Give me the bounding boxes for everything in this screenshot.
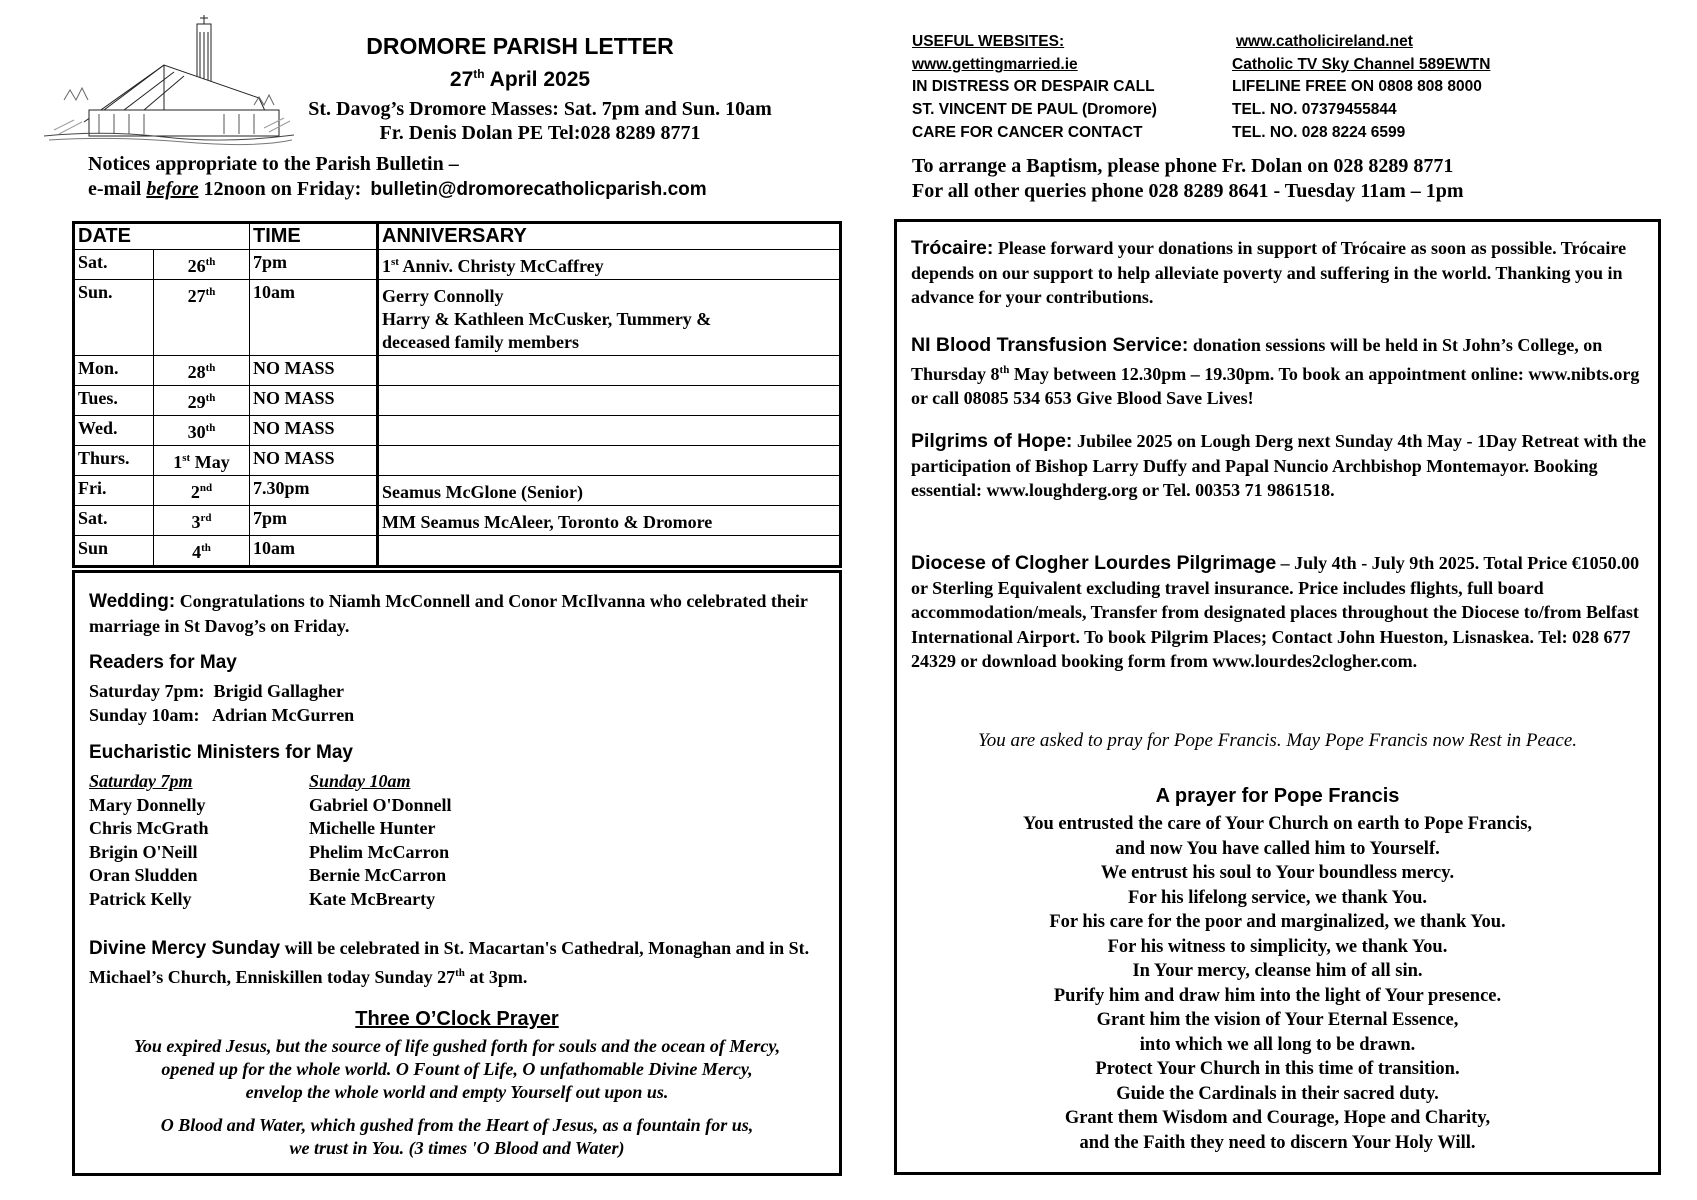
row-anniversary: MM Seamus McAleer, Toronto & Dromore xyxy=(378,506,841,536)
mass-table-body xyxy=(74,250,841,567)
distress-label: IN DISTRESS OR DESPAIR CALL xyxy=(912,78,1155,95)
trocaire-notice: Trócaire: Please forward your donations in support of Trócaire as soon as possible. Trócaire depends on our support to help alleviate poverty and suffering in the world. Thanking you in advance for your contributions. xyxy=(911,237,1627,307)
row-date: 27th xyxy=(154,280,250,356)
mass-intentions-table xyxy=(72,221,842,568)
notices-line-1: Notices appropriate to the Parish Bulletin – xyxy=(88,153,459,175)
minister-saturday: Patrick Kelly xyxy=(89,888,192,909)
ministers-saturday-list xyxy=(89,770,208,911)
table-row xyxy=(74,476,841,506)
three-oclock-prayer-heading: Three O’Clock Prayer xyxy=(355,1008,559,1030)
row-day: Sun. xyxy=(74,280,154,356)
row-day: Sun xyxy=(74,536,154,567)
row-day: Mon. xyxy=(74,356,154,386)
row-anniversary: Seamus McGlone (Senior) xyxy=(378,476,841,506)
pray-for-pope-note: You are asked to pray for Pope Francis. May Pope Francis now Rest in Peace. xyxy=(977,730,1578,751)
row-anniversary xyxy=(378,416,841,446)
table-row xyxy=(74,506,841,536)
table-row xyxy=(74,356,841,386)
link-gettingmarried[interactable]: www.gettingmarried.ie xyxy=(912,56,1078,73)
row-day: Sat. xyxy=(74,250,154,280)
wedding-notice: Wedding: Congratulations to Niamh McConnell and Conor McIlvanna who celebrated their marriage in St Davog’s on Friday. xyxy=(89,591,808,636)
row-time: NO MASS xyxy=(250,386,378,416)
header-date: DATE xyxy=(74,223,250,250)
minister-saturday: Oran Sludden xyxy=(89,865,198,885)
catholic-tv-channel: Catholic TV Sky Channel 589EWTN xyxy=(1232,56,1491,73)
table-row xyxy=(74,250,841,280)
minister-saturday: Mary Donnelly xyxy=(89,794,206,815)
row-day: Thurs. xyxy=(74,446,154,476)
minister-sunday: Gabriel O'Donnell xyxy=(309,794,452,815)
prayer-line: For his care for the poor and marginalized, we thank You. xyxy=(1049,912,1506,932)
row-anniversary xyxy=(378,386,841,416)
table-row xyxy=(74,386,841,416)
minister-sunday: Phelim McCarron xyxy=(309,841,450,862)
reader-saturday: Saturday 7pm: Brigid Gallagher xyxy=(89,681,345,701)
prayer-line: We entrust his soul to Your boundless mercy. xyxy=(1100,863,1455,883)
row-anniversary xyxy=(378,536,841,567)
row-time: 7pm xyxy=(250,250,378,280)
prayer-text xyxy=(897,812,1658,1155)
row-time: 7pm xyxy=(250,506,378,536)
table-header-row xyxy=(74,223,841,250)
prayer-line: Purify him and draw him into the light of Your presence. xyxy=(1053,985,1502,1006)
notices-line-2: e-mail before 12noon on Friday: bulletin@dromorecatholicparish.com xyxy=(88,178,707,200)
header-time: TIME xyxy=(250,223,378,250)
prayer-line: and the Faith they need to discern Your Holy Will. xyxy=(1079,1132,1476,1153)
header-anniversary: ANNIVERSARY xyxy=(378,223,841,250)
table-row xyxy=(74,280,841,356)
row-date: 2nd xyxy=(154,476,250,506)
bulletin-title: DROMORE PARISH LETTER xyxy=(366,33,674,59)
minister-saturday: Chris McGrath xyxy=(89,818,209,838)
prayer-line: Protect Your Church in this time of transition. xyxy=(1095,1059,1460,1079)
row-time: 7.30pm xyxy=(250,476,378,506)
queries-contact: For all other queries phone 028 8289 8641 - Tuesday 11am – 1pm xyxy=(912,180,1464,202)
link-catholicireland[interactable]: www.catholicireland.net xyxy=(1236,33,1413,50)
church-sketch-image xyxy=(44,10,294,148)
lifeline-number: LIFELINE FREE ON 0808 808 8000 xyxy=(1232,78,1482,95)
row-anniversary xyxy=(378,446,841,476)
row-date: 29th xyxy=(154,386,250,416)
table-row xyxy=(74,536,841,567)
row-anniversary: Gerry Connolly Harry & Kathleen McCusker, Tummery & deceased family members xyxy=(378,280,841,356)
three-oclock-prayer-text: You expired Jesus, but the source of life gushed forth for souls and the ocean of Mercy, opened up for the whole world. O Fount of Life, O unfathomable Divine Mercy, envelop the whole world and empty Yourself out upon us. xyxy=(133,1036,781,1102)
mass-times: St. Davog’s Dromore Masses: Sat. 7pm and Sun. 10am xyxy=(308,98,772,120)
lourdes-pilgrimage-notice: Diocese of Clogher Lourdes Pilgrimage – July 4th - July 9th 2025. Total Price €1050.00 or Sterling Equivalent excluding travel insurance. Price includes flights, full board accommodation/meals, Transfer from designated places throughout the Diocese to/from Belfast International Airport. To book Pilgrim Places; Contact John Hueston, Lisnaskea. Tel: 028 677 24329 or download booking form from www.lourdes2clogher.com. xyxy=(911,552,1640,671)
minister-sunday: Michelle Hunter xyxy=(309,818,436,838)
cancer-care-number: TEL. NO. 028 8224 6599 xyxy=(1232,124,1406,141)
row-day: Tues. xyxy=(74,386,154,416)
minister-sunday: Kate McBrearty xyxy=(309,888,436,909)
prayer-heading: A prayer for Pope Francis xyxy=(1155,785,1400,807)
reader-sunday: Sunday 10am: Adrian McGurren xyxy=(89,705,355,725)
prayer-line: and now You have called him to Yourself. xyxy=(1115,838,1440,859)
ministers-saturday-heading: Saturday 7pm xyxy=(89,771,193,791)
row-time: NO MASS xyxy=(250,446,378,476)
ministers-sunday-list xyxy=(309,770,452,911)
announcements-box xyxy=(894,219,1661,1175)
baptism-contact: To arrange a Baptism, please phone Fr. Dolan on 028 8289 8771 xyxy=(912,155,1454,177)
three-oclock-prayer-response: O Blood and Water, which gushed from the Heart of Jesus, as a fountain for us, we trust in You. (3 times 'O Blood and Water) xyxy=(160,1115,754,1158)
row-anniversary xyxy=(378,356,841,386)
svdp-label: ST. VINCENT DE PAUL (Dromore) xyxy=(912,101,1157,118)
priest-contact: Fr. Denis Dolan PE Tel:028 8289 8771 xyxy=(379,122,701,144)
prayer-line: You entrusted the care of Your Church on earth to Pope Francis, xyxy=(1022,814,1533,834)
ministers-sunday-heading: Sunday 10am xyxy=(309,771,411,791)
bulletin-date: 27th April 2025 xyxy=(449,67,591,91)
row-time: NO MASS xyxy=(250,416,378,446)
prayer-line: Guide the Cardinals in their sacred duty. xyxy=(1116,1083,1439,1104)
row-anniversary: 1st Anniv. Christy McCaffrey xyxy=(378,250,841,280)
row-day: Wed. xyxy=(74,416,154,446)
readers-heading: Readers for May xyxy=(89,652,237,673)
prayer-line: Grant them Wisdom and Courage, Hope and Charity, xyxy=(1064,1108,1491,1128)
row-time: NO MASS xyxy=(250,356,378,386)
cancer-care-label: CARE FOR CANCER CONTACT xyxy=(912,124,1143,141)
divine-mercy-notice: Divine Mercy Sunday will be celebrated in St. Macartan's Cathedral, Monaghan and in St. Michael’s Church, Enniskillen today Sunday 27th at 3pm. xyxy=(89,938,810,987)
useful-websites-label: USEFUL WEBSITES: xyxy=(912,33,1065,50)
row-date: 3rd xyxy=(154,506,250,536)
row-date: 26th xyxy=(154,250,250,280)
row-date: 4th xyxy=(154,536,250,567)
svdp-number: TEL. NO. 07379455844 xyxy=(1232,101,1397,118)
bulletin-email: bulletin@dromorecatholicparish.com xyxy=(370,179,707,200)
prayer-line: into which we all long to be drawn. xyxy=(1139,1034,1416,1055)
row-date: 28th xyxy=(154,356,250,386)
row-date: 1st May xyxy=(154,446,250,476)
minister-sunday: Bernie McCarron xyxy=(309,865,447,885)
row-date: 30th xyxy=(154,416,250,446)
table-row xyxy=(74,446,841,476)
row-day: Sat. xyxy=(74,506,154,536)
ministers-heading: Eucharistic Ministers for May xyxy=(89,742,353,763)
table-row xyxy=(74,416,841,446)
blood-transfusion-notice: NI Blood Transfusion Service: donation sessions will be held in St John’s College, on Thursday 8th May between 12.30pm – 19.30pm. To book an appointment online: www.nibts.org or call 08085 534 653 Give Blood Save Lives! xyxy=(911,334,1640,408)
minister-saturday: Brigin O'Neill xyxy=(89,841,198,862)
parish-notices-box xyxy=(72,570,842,1176)
prayer-line: In Your mercy, cleanse him of all sin. xyxy=(1132,961,1423,981)
prayer-line: Grant him the vision of Your Eternal Essence, xyxy=(1096,1010,1459,1030)
pilgrims-of-hope-notice: Pilgrims of Hope: Jubilee 2025 on Lough Derg next Sunday 4th May - 1Day Retreat with the participation of Bishop Larry Duffy and Papal Nuncio Archbishop Montemayor. Booking essential: www.loughderg.org or Tel. 00353 71 9861518. xyxy=(911,430,1647,500)
row-time: 10am xyxy=(250,536,378,567)
prayer-line: For his witness to simplicity, we thank You. xyxy=(1107,936,1448,957)
row-time: 10am xyxy=(250,280,378,356)
row-day: Fri. xyxy=(74,476,154,506)
prayer-line: For his lifelong service, we thank You. xyxy=(1127,887,1428,908)
